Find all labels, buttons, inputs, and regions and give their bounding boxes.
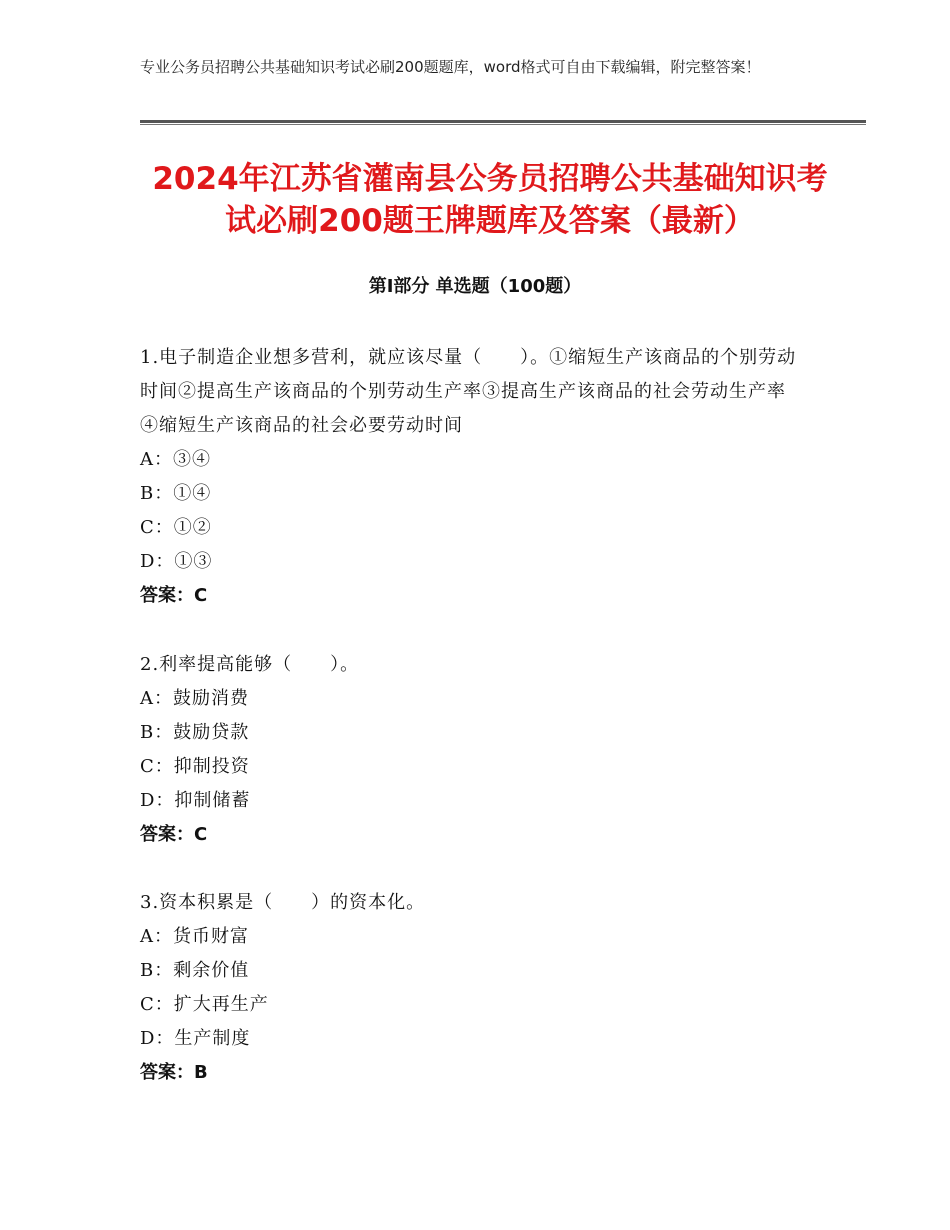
option-c: C：①② bbox=[140, 517, 212, 538]
option-b: B：①④ bbox=[140, 483, 212, 504]
option-a: A：货币财富 bbox=[140, 926, 249, 947]
option-a: A：鼓励消费 bbox=[140, 688, 249, 709]
answer: 答案：C bbox=[140, 824, 208, 845]
question-stem: 1.电子制造企业想多营利，就应该尽量（ ）。①缩短生产该商品的个别劳动时间②提高生产该商品的个别劳动生产率③提高生产该商品的社会劳动生产率④缩短生产该商品的社会必要劳动时间 bbox=[140, 347, 797, 436]
option-d: D：①③ bbox=[140, 551, 213, 572]
answer: 答案：B bbox=[140, 1062, 208, 1083]
option-b: B：剩余价值 bbox=[140, 960, 250, 981]
header-note: 专业公务员招聘公共基础知识考试必刷200题题库，word格式可自由下载编辑，附完整答案！ bbox=[140, 58, 761, 76]
section-title: 第Ⅰ部分 单选题（100题） bbox=[368, 276, 582, 297]
option-b: B：鼓励贷款 bbox=[140, 722, 250, 743]
question-stem: 2.利率提高能够（ ）。 bbox=[140, 654, 360, 675]
header-divider-thin bbox=[140, 124, 866, 125]
document-title: 2024年江苏省灌南县公务员招聘公共基础知识考试必刷200题王牌题库及答案（最新） bbox=[152, 161, 828, 239]
header-divider-thick bbox=[140, 120, 866, 123]
option-a: A：③④ bbox=[140, 449, 211, 470]
question-3 bbox=[140, 886, 800, 1090]
answer: 答案：C bbox=[140, 585, 208, 606]
header-divider bbox=[140, 120, 866, 126]
option-c: C：抑制投资 bbox=[140, 756, 250, 777]
question-stem: 3.资本积累是（ ）的资本化。 bbox=[140, 892, 426, 913]
question-2 bbox=[140, 648, 800, 852]
option-d: D：抑制储蓄 bbox=[140, 790, 251, 811]
question-1 bbox=[140, 341, 800, 613]
option-c: C：扩大再生产 bbox=[140, 994, 269, 1015]
option-d: D：生产制度 bbox=[140, 1028, 251, 1049]
